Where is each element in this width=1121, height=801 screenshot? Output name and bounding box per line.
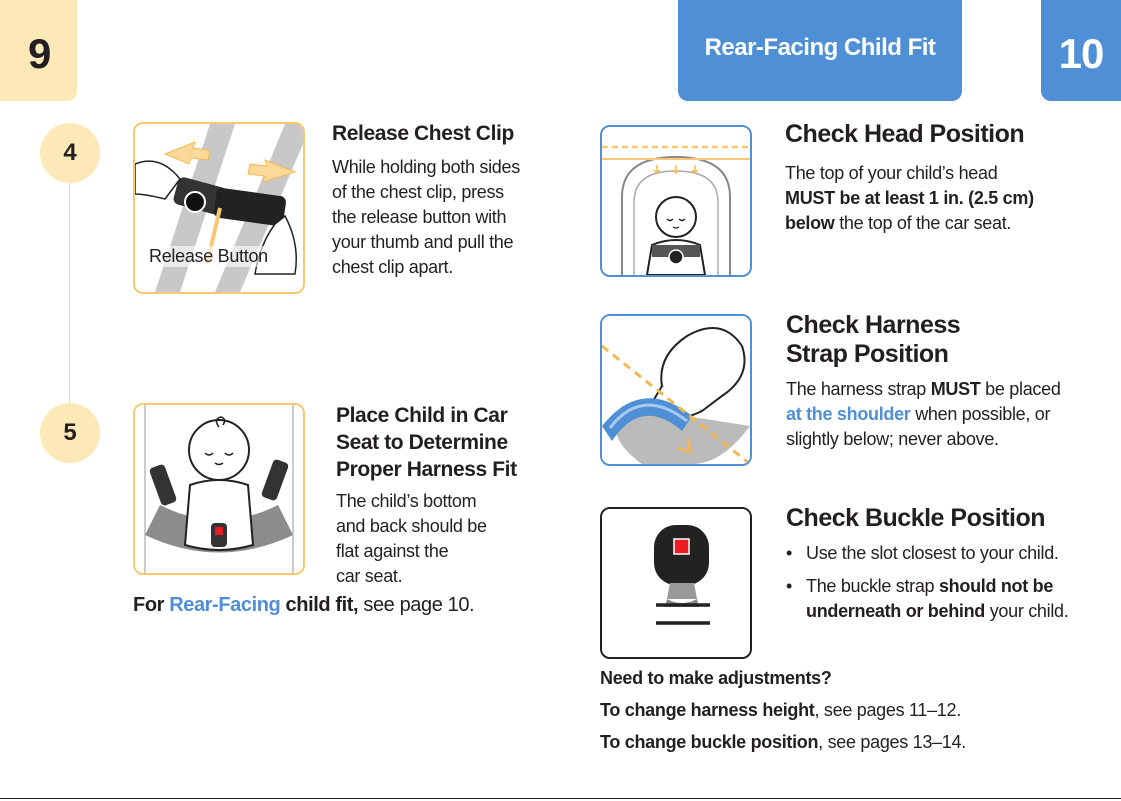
harness-position-illustration — [600, 314, 752, 466]
head-position-title: Check Head Position — [785, 120, 1025, 148]
step-5-title-line-1: Place Child in Car — [336, 404, 508, 427]
adjustments-section — [600, 666, 1080, 755]
step-5-text — [336, 402, 566, 589]
step-5-title-line-2: Seat to Determine — [336, 431, 508, 454]
buckle-bullet-2 — [786, 574, 1106, 624]
right-page-number: 10 — [1058, 30, 1104, 77]
harness-at-shoulder: at the shoulder — [786, 404, 911, 424]
harness-line-1-pre: The harness strap — [786, 379, 931, 399]
harness-must: MUST — [930, 379, 981, 399]
step-5-body-line-4: car seat. — [336, 566, 403, 586]
head-position-line-2 — [785, 186, 1105, 211]
adjust-harness-height-pages: , see pages 11–12. — [814, 700, 961, 720]
head-position-requirement: MUST be at least 1 in. (2.5 cm) — [785, 188, 1034, 208]
adjust-buckle-position-link[interactable]: To change buckle position — [600, 732, 819, 752]
harness-position-line-2 — [786, 402, 1106, 427]
adjust-buckle-position-row — [600, 730, 1080, 755]
harness-position-image — [602, 316, 750, 464]
buckle-position-text — [786, 504, 1106, 624]
child-in-seat-illustration — [133, 403, 305, 575]
head-position-illustration — [600, 125, 752, 277]
buckle-bullet-2-text — [806, 574, 1068, 624]
buckle-underneath-behind: underneath or behind — [806, 601, 986, 621]
adjust-buckle-position-pages: , see pages 13–14. — [818, 732, 966, 752]
adjustments-heading — [600, 666, 1080, 691]
step-4-title: Release Chest Clip — [332, 122, 514, 145]
head-position-rest: the top of the car seat. — [834, 213, 1012, 233]
harness-line-2-post: when possible, or — [910, 404, 1051, 424]
note-suffix: see page 10. — [358, 594, 475, 616]
section-title: Rear-Facing Child Fit — [704, 34, 936, 61]
harness-position-text — [786, 311, 1106, 452]
buckle-position-image — [602, 509, 750, 657]
head-position-text — [785, 120, 1105, 236]
left-page-number: 9 — [28, 30, 51, 77]
buckle-position-title: Check Buckle Position — [786, 504, 1046, 532]
harness-position-title-line-1: Check Harness — [786, 311, 961, 339]
step-5-body-line-1: The child’s bottom — [336, 491, 477, 511]
step-number-5: 5 — [40, 403, 100, 463]
step-5-body-line-2: and back should be — [336, 516, 487, 536]
adjust-harness-height-link[interactable]: To change harness height — [600, 700, 815, 720]
harness-position-title-line-2: Strap Position — [786, 340, 949, 368]
step-4-body: While holding both sides of the chest clip, press the release button with your thumb and pull the chest clip apart. — [332, 157, 520, 277]
chest-clip-illustration — [133, 122, 305, 294]
buckle-bullet-1 — [786, 541, 1106, 566]
buckle-should-not-be: should not be — [938, 576, 1054, 596]
harness-position-line-1 — [786, 377, 1106, 402]
bullet-dot: • — [786, 543, 793, 563]
note-prefix: For — [133, 594, 170, 616]
bullet-dot: • — [786, 576, 793, 596]
head-position-line-3 — [785, 211, 1105, 236]
rear-facing-note — [133, 594, 474, 617]
adjust-harness-height-row — [600, 698, 1080, 723]
harness-line-1-post: be placed — [980, 379, 1061, 399]
bottom-rule — [0, 798, 1121, 799]
head-position-below: below — [785, 213, 835, 233]
step-4-text — [332, 120, 552, 280]
harness-position-line-3: slightly below; never above. — [786, 429, 999, 449]
buckle-bullet-2-post: your child. — [985, 601, 1069, 621]
rear-facing-link[interactable]: Rear-Facing — [169, 594, 281, 616]
buckle-bullet-2-pre: The buckle strap — [806, 576, 939, 596]
adjustments-heading-text: Need to make adjustments? — [600, 668, 832, 688]
child-in-seat-image — [135, 405, 303, 573]
step-5-body-line-3: flat against the — [336, 541, 449, 561]
release-button-label: Release Button — [149, 246, 268, 266]
head-position-image — [602, 127, 750, 275]
step-5-title-line-3: Proper Harness Fit — [336, 458, 517, 481]
note-middle: child fit, — [280, 594, 359, 616]
buckle-position-illustration — [600, 507, 752, 659]
buckle-bullet-1-text: Use the slot closest to your child. — [806, 543, 1059, 563]
head-position-line-1: The top of your child’s head — [785, 163, 998, 183]
step-number-4: 4 — [40, 123, 100, 183]
